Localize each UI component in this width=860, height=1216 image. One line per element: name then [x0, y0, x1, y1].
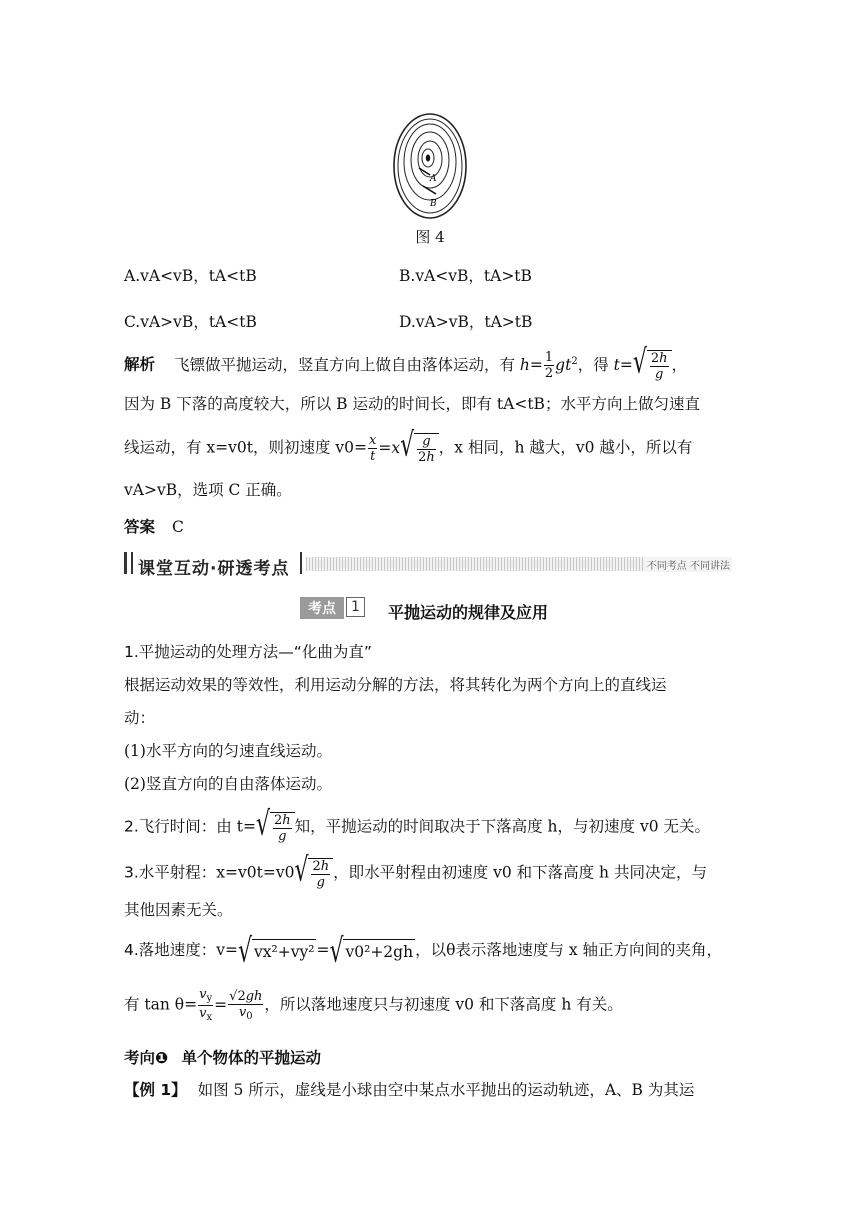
- formula-h: h= $\frac{1}{2}$ $gt^2$，得 t= √ $\frac{2h}{g}$ ，: [519, 344, 688, 382]
- kaoxiang-title: 单个物体的平抛运动: [181, 1049, 322, 1067]
- formula-x: √ $\frac{2h}{g}$: [294, 864, 333, 882]
- point-4-eq: =: [316, 941, 330, 959]
- point-4-heading: 4.落地速度：: [124, 941, 217, 959]
- bar-rule: [124, 552, 127, 574]
- point-4-body-2-post: ，所以落地速度只与初速度 v0 和下落高度 h 有关。: [264, 995, 623, 1014]
- formula-v-1: √ vx²+vy²: [238, 933, 315, 971]
- point-3-body-2: 其他因素无关。: [124, 901, 233, 919]
- formula-v-2: √ v0²+2gh: [329, 933, 414, 971]
- point-3-post: ，即水平射程由初速度 v0 和下落高度 h 共同决定，与: [333, 863, 707, 882]
- point-1-body-2: 动：: [124, 709, 156, 727]
- formula-t: √ $\frac{2h}{g}$: [256, 818, 295, 836]
- point-3-heading: 3.水平射程：: [124, 863, 217, 882]
- bar-rule-3: [300, 552, 302, 574]
- point-1-body-1: 根据运动效果的等效性，利用运动分解的方法，将其转化为两个方向上的直线运: [124, 676, 667, 694]
- kaodian-title: 平抛运动的规律及应用: [388, 603, 549, 622]
- point-4-body-2: [124, 988, 623, 1023]
- section-bar: [124, 552, 734, 579]
- analysis-text-3b: ，x 相同，h 越大，v0 越小，所以有: [438, 438, 693, 457]
- kaodian-number: 1: [346, 597, 365, 617]
- answer-label: 答案: [124, 518, 156, 536]
- option-b: [399, 264, 532, 286]
- formula-v0: $\frac{x}{t}$ =x √ $\frac{g}{2h}$: [367, 439, 439, 457]
- point-2-post: 知，平抛运动的时间取决于下落高度 h，与初速度 v0 无关。: [294, 817, 710, 836]
- analysis-line-3: [124, 427, 693, 465]
- analysis-label: 解析: [124, 355, 156, 374]
- example-line: [124, 1079, 694, 1101]
- section-subtitle: 不同考点 不同讲法: [645, 557, 732, 572]
- answer-line: [124, 516, 184, 538]
- formula-v-1-body: vx²+vy²: [252, 939, 316, 963]
- option-c-text: C.vA>vB，tA<tB: [124, 313, 257, 331]
- analysis-line-1: [124, 344, 688, 382]
- figure-label-b: B: [430, 199, 437, 209]
- point-4-body-2-pre: 有 tan θ=: [124, 995, 198, 1014]
- bar-rule-2: [131, 552, 133, 574]
- option-a-text: A.vA<vB，tA<tB: [124, 267, 257, 285]
- analysis-line-4: vA>vB，选项 C 正确。: [124, 481, 292, 499]
- analysis-line-2: 因为 B 下落的高度较大，所以 B 运动的时间长，即有 tA<tB；水平方向上做匀速直: [124, 395, 700, 413]
- kaoxiang-line: [124, 1047, 321, 1069]
- kaodian-label: 考点: [300, 597, 344, 619]
- point-2-pre: 由 t=: [216, 817, 256, 836]
- figure-caption: 图 4: [415, 228, 445, 246]
- point-1-item-2: (2)竖直方向的自由落体运动。: [124, 775, 332, 793]
- point-3-pre: x=v0t=v0: [216, 863, 295, 882]
- point-4-pre: v=: [216, 941, 239, 959]
- kaodian-badge: [300, 597, 365, 619]
- option-a: [124, 264, 257, 286]
- point-4-post: ，以θ表示落地速度与 x 轴正方向间的夹角，: [415, 941, 723, 959]
- point-2-heading: 2.飞行时间：: [124, 817, 217, 836]
- example-text: 如图 5 所示，虚线是小球由空中某点水平抛出的运动轨迹，A、B 为其运: [197, 1081, 695, 1099]
- point-1-item-1: (1)水平方向的匀速直线运动。: [124, 742, 332, 760]
- option-c: [124, 310, 257, 332]
- point-4-line: [124, 933, 723, 971]
- target-figure: [390, 110, 470, 222]
- example-label: 【例 1】: [124, 1081, 187, 1099]
- point-3-line: [124, 852, 707, 890]
- option-d: [399, 310, 532, 332]
- answer-value: C: [171, 518, 184, 536]
- figure-label-a: A: [430, 174, 437, 184]
- formula-tan: $\frac{v_y}{v_x}$ = $\frac{√2gh}{v_0}$: [199, 987, 263, 1023]
- analysis-text-3a: 线运动，有 x=v0t，则初速度 v0=: [124, 438, 368, 457]
- formula-v-2-body: v0²+2gh: [343, 939, 415, 963]
- kaoxiang-label: 考向❶: [124, 1049, 169, 1067]
- option-d-text: D.vA>vB，tA>tB: [399, 313, 533, 331]
- point-1-heading: 1.平抛运动的处理方法—“化曲为直”: [124, 643, 372, 661]
- section-title: 课堂互动·研透考点: [138, 559, 290, 579]
- point-2-line: [124, 806, 710, 844]
- option-b-text: B.vA<vB，tA>tB: [399, 267, 532, 285]
- analysis-text-1: 飞镖做平抛运动，竖直方向上做自由落体运动，有: [173, 355, 515, 374]
